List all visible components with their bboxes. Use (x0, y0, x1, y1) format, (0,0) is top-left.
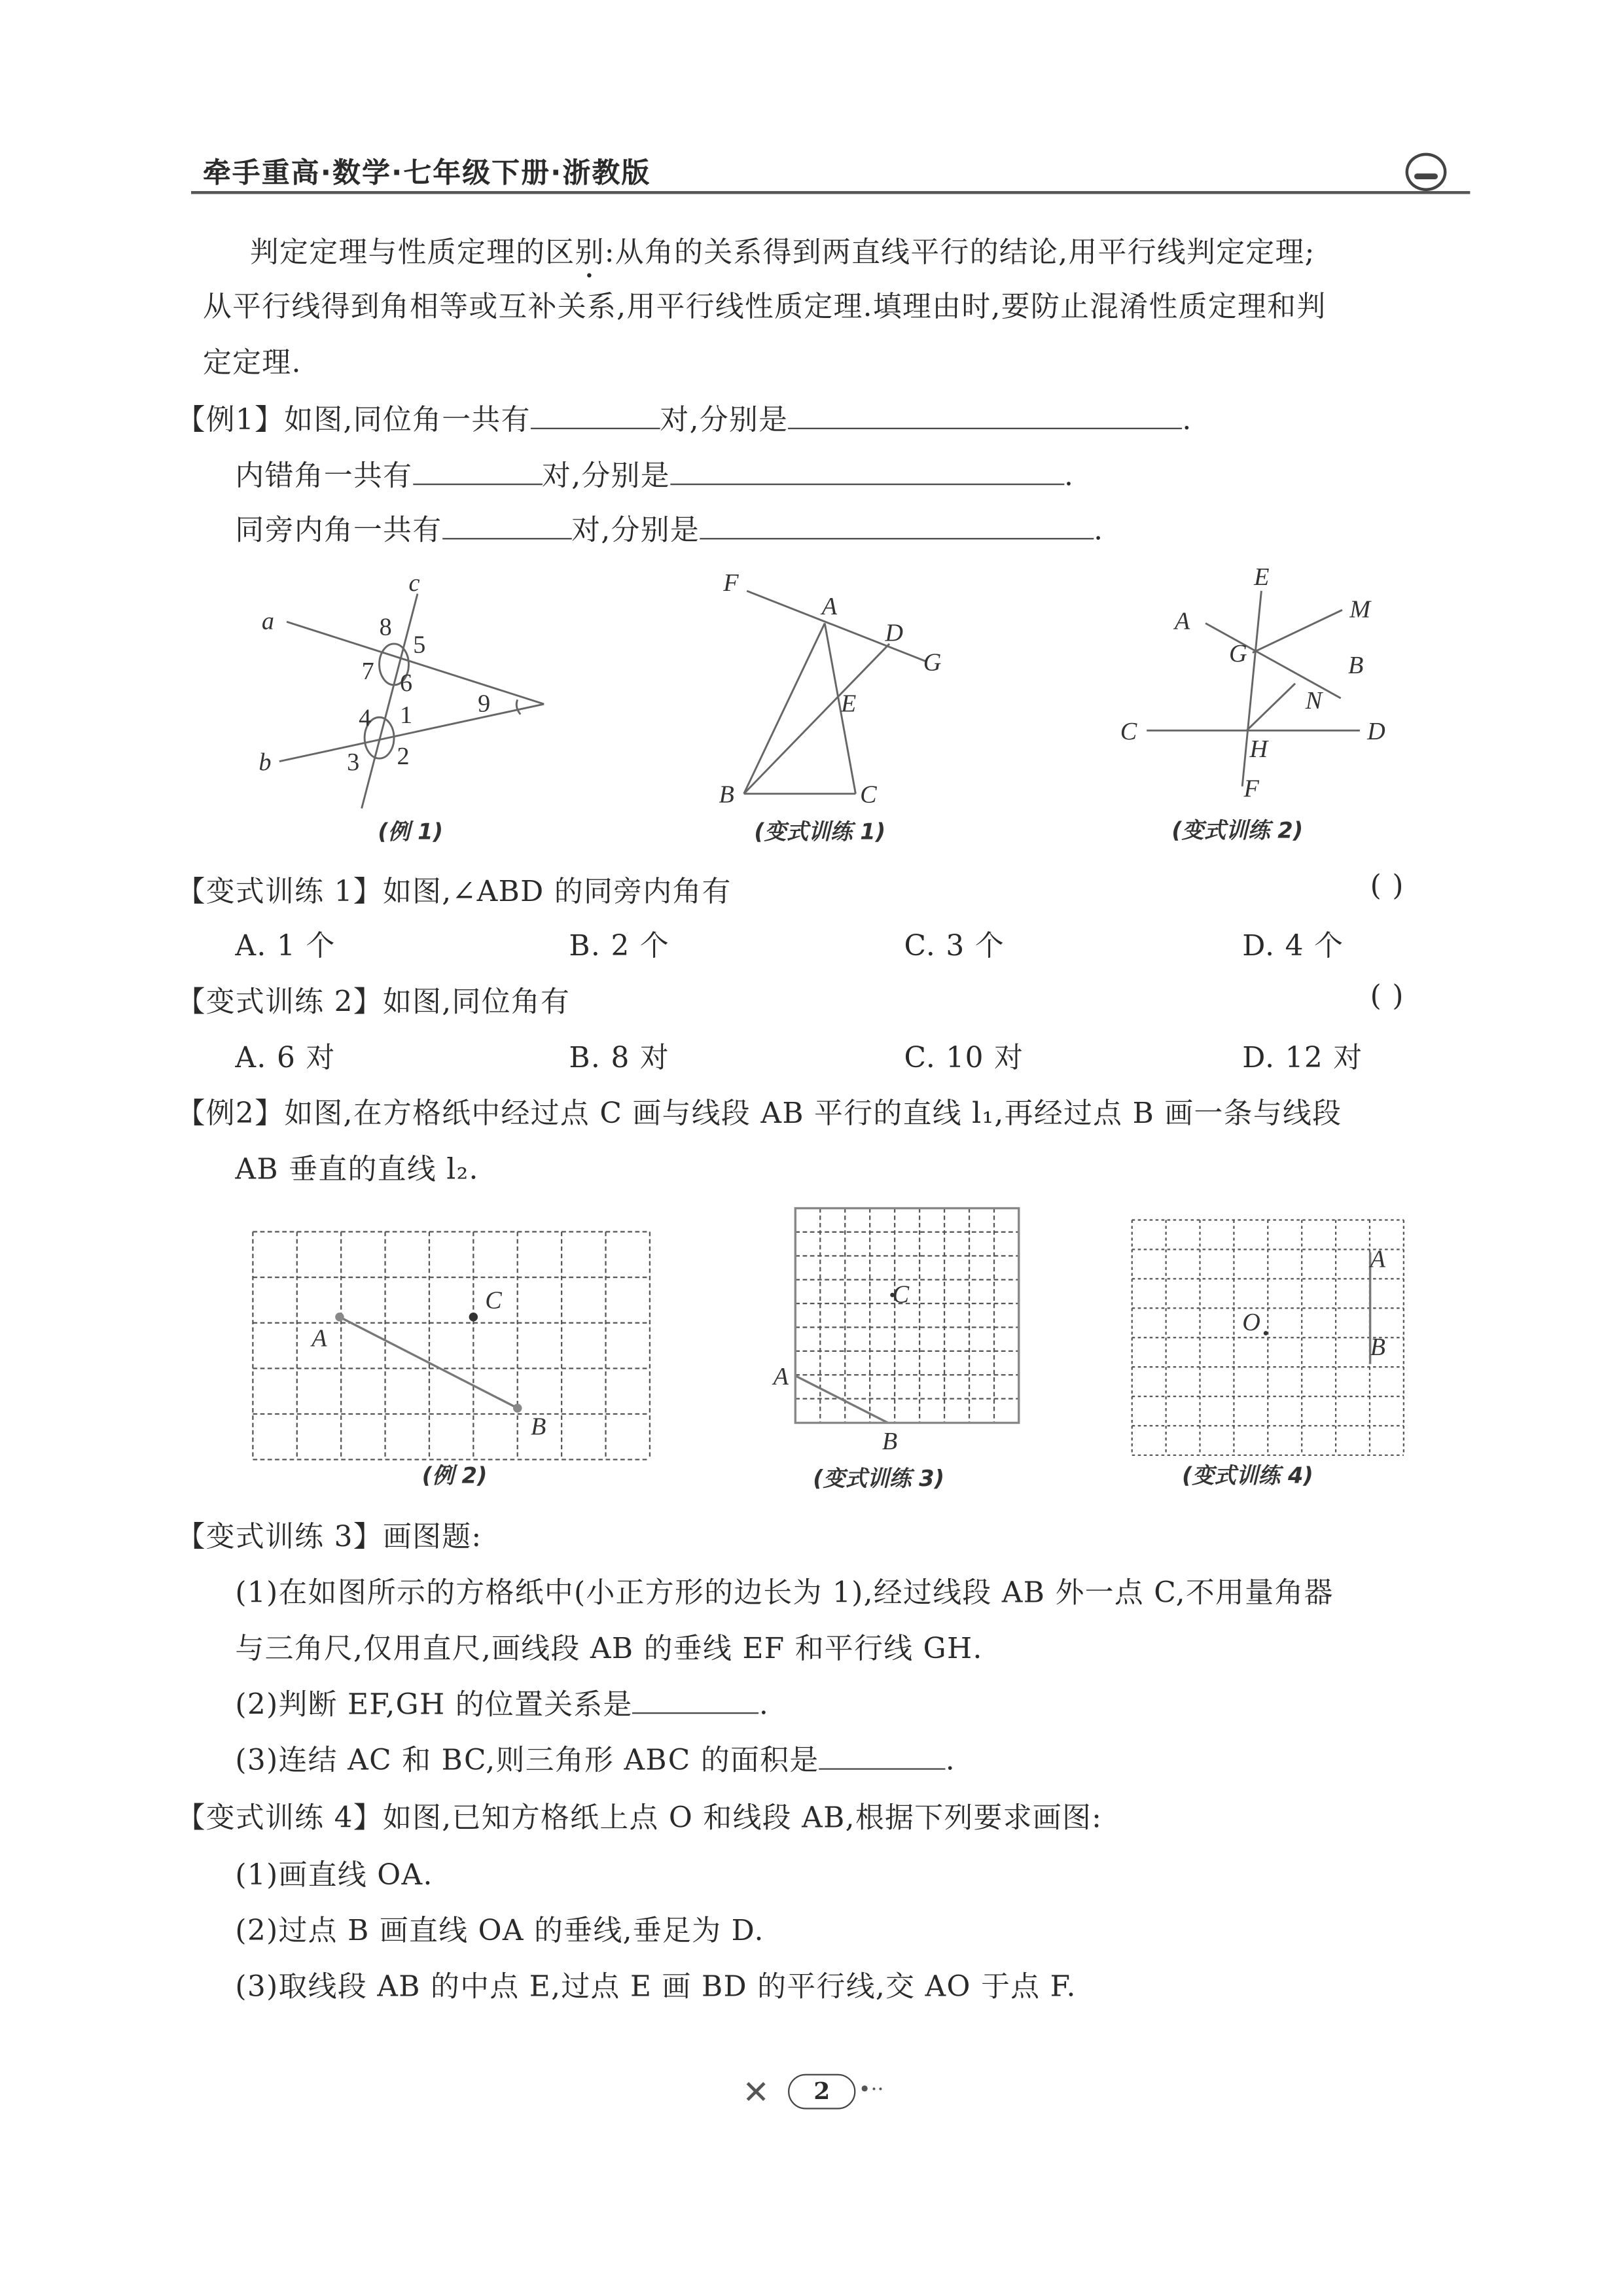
label: A (773, 1363, 789, 1391)
figure-caption: (变式训练 2) (1171, 817, 1304, 843)
option-d[interactable]: D. 4 个 (1242, 928, 1344, 963)
variant-3-q3: (3)连结 AC 和 BC,则三角形 ABC 的面积是 . (235, 1737, 955, 1778)
grid-variant-4 (1132, 1220, 1404, 1455)
label: A (312, 1324, 327, 1352)
example-1-line-2: 内错角一共有 对,分别是 . (235, 453, 1074, 494)
variant-3-q1-line-2: 与三角尺,仅用直尺,画线段 AB 的垂线 EF 和平行线 GH. (235, 1631, 983, 1666)
label: 8 (379, 613, 392, 641)
label: 4 (359, 704, 372, 732)
label: B (719, 781, 734, 809)
option-d[interactable]: D. 12 对 (1242, 1040, 1363, 1075)
example-1-line-1: 【例1】如图,同位角一共有 对,分别是 . (177, 397, 1192, 438)
answer-blank[interactable] (412, 457, 542, 486)
runner-logo-icon: ✕ (742, 2075, 770, 2113)
variant-2-stem: 【变式训练 2】如图,同位角有 (176, 985, 571, 1019)
answer-blank[interactable] (442, 512, 571, 540)
segment-ab (795, 1376, 888, 1423)
figure-caption: (例 2) (421, 1462, 488, 1489)
option-c[interactable]: C. 10 对 (904, 1040, 1024, 1075)
label: b (259, 749, 272, 777)
example-1-line-3: 同旁内角一共有 对,分别是 . (235, 507, 1103, 548)
answer-blank[interactable] (788, 401, 1182, 429)
variant-1-stem: 【变式训练 1】如图,∠ABD 的同旁内角有 (176, 874, 732, 909)
answer-blank[interactable] (670, 457, 1064, 486)
intro-line-1: 判定定理与性质定理的区别:从角的关系得到两直线平行的结论,用平行线判定定理; (249, 235, 1315, 270)
intro-line-2: 从平行线得到角相等或互补关系,用平行线性质定理.填理由时,要防止混淆性质定理和判 (203, 289, 1327, 324)
figures-row-1 (0, 559, 1623, 868)
example-2-line-1: 【例2】如图,在方格纸中经过点 C 画与线段 AB 平行的直线 l₁,再经过点 B 画一条与线段 (176, 1096, 1342, 1131)
variant-3-q2: (2)判断 EF,GH 的位置关系是 . (235, 1682, 769, 1723)
option-b[interactable]: B. 2 个 (569, 928, 670, 963)
variant-4-q1: (1)画直线 OA. (235, 1858, 433, 1892)
label: 1 (400, 701, 413, 730)
figure-caption: (变式训练 3) (813, 1466, 944, 1492)
label: B (882, 1427, 898, 1455)
answer-blank[interactable] (633, 1686, 759, 1714)
label: 9 (478, 690, 491, 718)
label: D (885, 619, 903, 647)
header-divider (191, 191, 1470, 194)
label: 2 (397, 743, 410, 771)
label: N (1305, 686, 1323, 715)
label: A (1370, 1245, 1385, 1273)
label: E (840, 690, 857, 718)
label: a (261, 607, 274, 635)
book-header-title: 牵手重高·数学·七年级下册·浙教版 (203, 157, 651, 190)
option-b[interactable]: B. 8 对 (569, 1040, 670, 1075)
variant-4-q2: (2)过点 B 画直线 OA 的垂线,垂足为 D. (235, 1913, 764, 1948)
page-number: 2 (788, 2074, 855, 2110)
intro-line-3: 定定理. (203, 345, 302, 380)
label: 3 (347, 749, 360, 777)
label: F (1243, 775, 1259, 803)
answer-blank[interactable] (700, 512, 1094, 540)
label: H (1249, 735, 1268, 763)
answer-blank[interactable] (819, 1742, 946, 1770)
label: B (1347, 651, 1364, 679)
variant-4-q3: (3)取线段 AB 的中点 E,过点 E 画 BD 的平行线,交 AO 于点 F. (235, 1969, 1077, 2004)
variant-4-title: 【变式训练 4】如图,已知方格纸上点 O 和线段 AB,根据下列要求画图: (176, 1800, 1103, 1835)
label: F (723, 569, 739, 597)
answer-paren[interactable]: ( ) (1370, 979, 1404, 1013)
option-c[interactable]: C. 3 个 (904, 928, 1005, 963)
label: 6 (400, 669, 413, 697)
label: G (1228, 639, 1247, 667)
label: A (821, 592, 838, 620)
answer-blank[interactable] (531, 401, 660, 429)
label: D (1367, 717, 1385, 745)
label: A (1174, 607, 1190, 635)
label: 5 (413, 631, 426, 659)
figure-caption: (例 1) (378, 819, 443, 845)
variant-3-title: 【变式训练 3】画图题: (176, 1519, 482, 1554)
figure-caption: (变式训练 4) (1182, 1462, 1313, 1489)
option-a[interactable]: A. 6 对 (235, 1040, 336, 1075)
grid-variant-3 (795, 1209, 1019, 1423)
answer-paren[interactable]: ( ) (1370, 868, 1404, 903)
label: C (1120, 717, 1137, 745)
globe-badge-icon (1406, 153, 1447, 191)
label: E (1254, 563, 1270, 592)
label: 7 (361, 657, 374, 685)
label: C (892, 1280, 910, 1309)
variant-3-q1-line-1: (1)在如图所示的方格纸中(小正方形的边长为 1),经过线段 AB 外一点 C,不用量角器 (235, 1576, 1334, 1610)
label: G (923, 648, 942, 677)
label: M (1349, 595, 1371, 624)
label: O (1242, 1308, 1260, 1336)
dots-decoration: •·· (858, 2078, 884, 2102)
label: B (530, 1413, 546, 1441)
figure-caption: (变式训练 1) (754, 819, 886, 845)
option-a[interactable]: A. 1 个 (235, 928, 336, 963)
label: c (408, 569, 420, 597)
label: C (485, 1286, 502, 1315)
figures-row-2 (0, 1191, 1623, 1500)
label: B (1370, 1333, 1385, 1362)
example-2-line-2: AB 垂直的直线 l₂. (235, 1152, 479, 1186)
label: C (860, 781, 877, 809)
